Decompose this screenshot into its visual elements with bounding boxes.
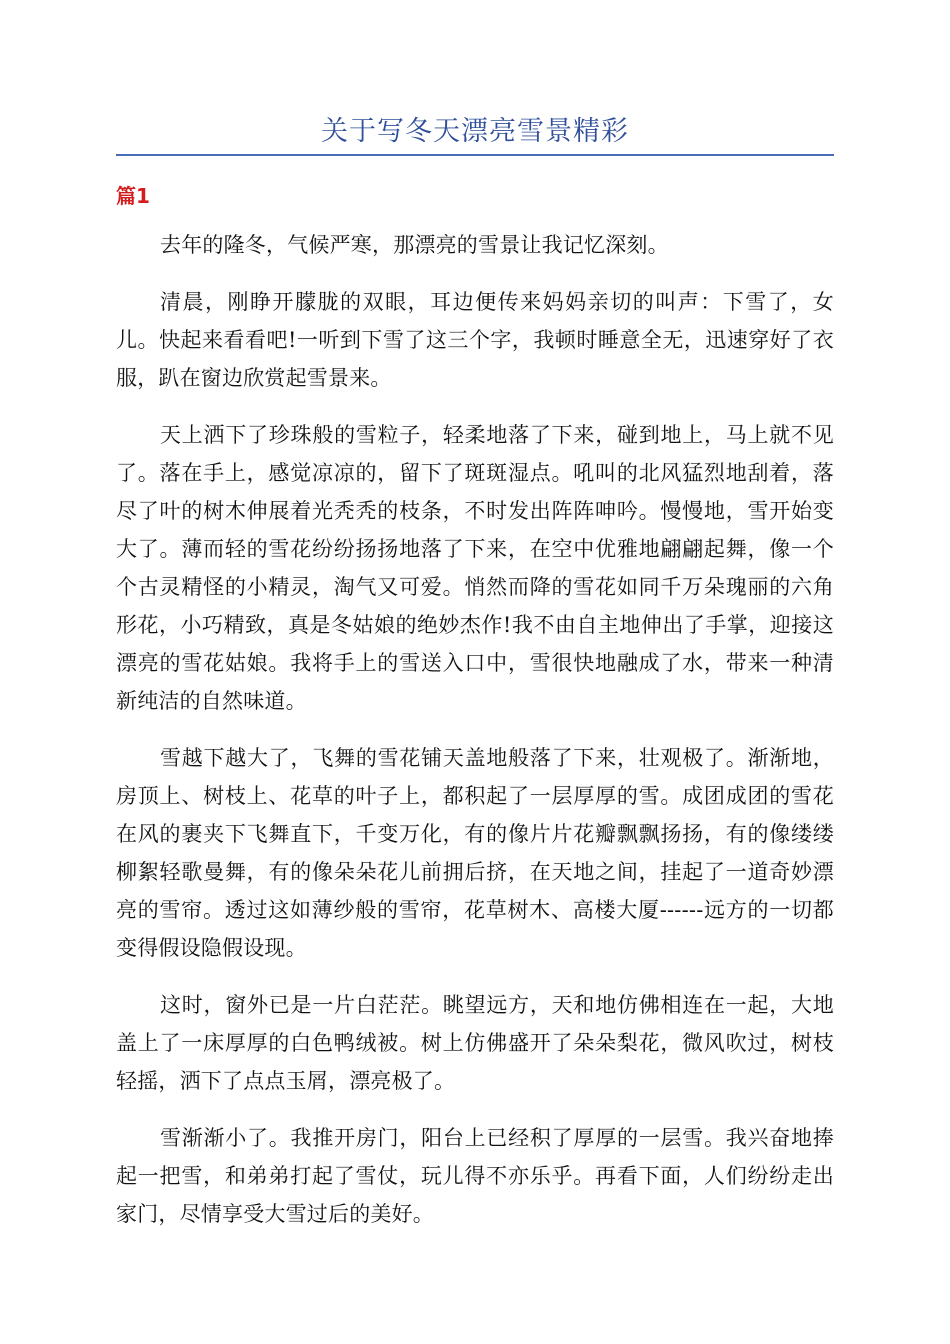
paragraph-5: 这时，窗外已是一片白茫茫。眺望远方，天和地仿佛相连在一起，大地盖上了一床厚厚的白色鸭绒被。树上仿佛盛开了朵朵梨花，微风吹过，树枝轻摇，洒下了点点玉屑，漂亮极了。: [116, 993, 834, 1093]
section-heading: 篇1: [116, 184, 150, 208]
document-title: 关于写冬天漂亮雪景精彩: [321, 116, 629, 147]
paragraph-2: 清晨，刚睁开朦胧的双眼，耳边便传来妈妈亲切的叫声：下雪了，女儿。快起来看看吧!一听到下雪了这三个字，我顿时睡意全无，迅速穿好了衣服，趴在窗边欣赏起雪景来。: [116, 290, 834, 390]
title-underline: [116, 154, 834, 156]
article-body: [116, 226, 834, 1252]
paragraph-1: 去年的隆冬，气候严寒，那漂亮的雪景让我记忆深刻。: [160, 233, 669, 257]
paragraph-3: 天上洒下了珍珠般的雪粒子，轻柔地落了下来，碰到地上，马上就不见了。落在手上，感觉凉凉的，留下了斑斑湿点。吼叫的北风猛烈地刮着，落尽了叶的树木伸展着光秃秃的枝条，不时发出阵阵呻吟。慢慢地，雪开始变大了。薄而轻的雪花纷纷扬扬地落了下来，在空中优雅地翩翩起舞，像一个个古灵精怪的小精灵，淘气又可爱。悄然而降的雪花如同千万朵瑰丽的六角形花，小巧精致，真是冬姑娘的绝妙杰作!我不由自主地伸出了手掌，迎接这漂亮的雪花姑娘。我将手上的雪送入口中，雪很快地融成了水，带来一种清新纯洁的自然味道。: [116, 423, 834, 713]
paragraph-4: 雪越下越大了，飞舞的雪花铺天盖地般落了下来，壮观极了。渐渐地，房顶上、树枝上、花草的叶子上，都积起了一层厚厚的雪。成团成团的雪花在风的裹夹下飞舞直下，千变万化，有的像片片花瓣飘飘扬扬，有的像缕缕柳絮轻歌曼舞，有的像朵朵花儿前拥后挤，在天地之间，挂起了一道奇妙漂亮的雪帘。透过这如薄纱般的雪帘，花草树木、高楼大厦------远方的一切都变得假设隐假设现。: [116, 746, 834, 960]
paragraph-6: 雪渐渐小了。我推开房门，阳台上已经积了厚厚的一层雪。我兴奋地捧起一把雪，和弟弟打起了雪仗，玩儿得不亦乐乎。再看下面，人们纷纷走出家门，尽情享受大雪过后的美好。: [116, 1126, 834, 1226]
